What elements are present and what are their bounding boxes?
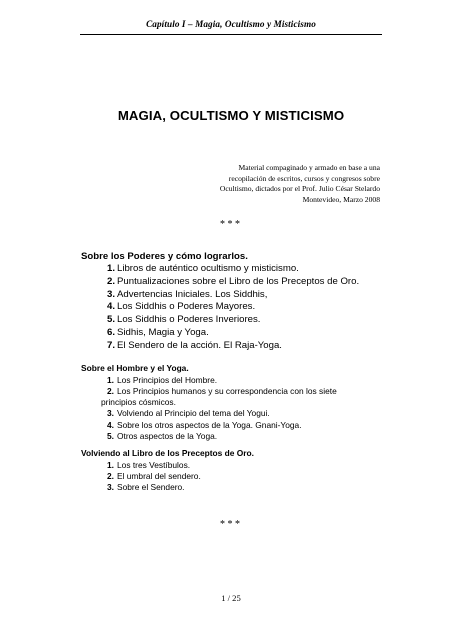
list-item	[81, 276, 401, 289]
list-item	[81, 301, 401, 314]
item-text: Otros aspectos de la Yoga.	[117, 430, 218, 441]
list-item	[81, 327, 401, 340]
credits-line: recopilación de escritos, cursos y congresos sobre	[228, 173, 380, 183]
item-number: 4.	[107, 419, 114, 430]
list-item	[81, 408, 401, 419]
list-item	[81, 314, 401, 327]
item-number: 2.	[107, 385, 114, 396]
item-text: Advertencias Iniciales. Los Siddhis,	[117, 288, 268, 300]
item-number: 4.	[107, 301, 116, 313]
section-poderes	[81, 250, 401, 353]
item-text: El Sendero de la acción. El Raja-Yoga.	[117, 339, 282, 351]
section-title: Sobre los Poderes y cómo lograrlos.	[81, 251, 248, 262]
credits-line: Ocultismo, dictados por el Prof. Julio César Stelardo	[219, 184, 380, 194]
section-items	[81, 460, 401, 494]
item-text: Sidhis, Magia y Yoga.	[117, 326, 209, 338]
separator-stars: * * *	[220, 219, 240, 230]
list-item	[81, 460, 401, 471]
item-number: 1.	[107, 459, 114, 470]
item-number: 6.	[107, 326, 116, 338]
list-item	[81, 431, 401, 442]
list-item	[81, 340, 401, 353]
list-item-continuation	[81, 397, 401, 408]
item-text: Los Principios humanos y su correspondencia con los siete	[117, 385, 337, 396]
item-text: principios cósmicos.	[101, 397, 176, 408]
document-title: MAGIA, OCULTISMO Y MISTICISMO	[117, 108, 345, 123]
section-title: Sobre el Hombre y el Yoga.	[81, 363, 189, 373]
item-number: 2.	[107, 470, 114, 481]
running-header: Capítulo I – Magia, Ocultismo y Misticismo	[146, 19, 316, 29]
item-number: 1.	[107, 374, 114, 385]
item-number: 2.	[107, 275, 116, 287]
section-items	[81, 263, 401, 353]
header-rule	[80, 34, 382, 35]
list-item	[81, 420, 401, 431]
item-text: Libros de auténtico ocultismo y misticismo.	[117, 263, 299, 274]
item-number: 3.	[107, 482, 114, 493]
item-text: Volviendo al Principio del tema del Yogui.	[117, 408, 270, 419]
list-item	[81, 482, 401, 493]
list-item	[81, 386, 401, 397]
list-item	[81, 375, 401, 386]
item-text: Sobre los otros aspectos de la Yoga. Gnani-Yoga.	[117, 419, 302, 430]
credits-line: Material compaginado y armado en base a una	[238, 163, 380, 172]
item-number: 5.	[107, 314, 116, 326]
list-item	[81, 263, 401, 276]
credits-block	[180, 163, 380, 205]
item-text: Los Principios del Hombre.	[117, 374, 218, 385]
item-text: Los tres Vestíbulos.	[117, 459, 191, 470]
list-item	[81, 471, 401, 482]
item-text: Sobre el Sendero.	[117, 482, 185, 493]
item-text: Los Siddhis o Poderes Mayores.	[117, 301, 256, 313]
item-text: Los Siddhis o Poderes Inveriores.	[117, 314, 261, 326]
section-hombre-yoga	[81, 363, 401, 442]
item-number: 5.	[107, 430, 114, 441]
section-title: Volviendo al Libro de los Preceptos de Oro.	[81, 448, 254, 458]
item-text: Puntualizaciones sobre el Libro de los Preceptos de Oro.	[117, 275, 360, 287]
section-items	[81, 375, 401, 443]
separator-stars: * * *	[220, 519, 240, 530]
item-number: 7.	[107, 339, 116, 351]
item-number: 3.	[107, 288, 116, 300]
list-item	[81, 289, 401, 302]
item-number: 1.	[107, 263, 116, 274]
section-preceptos-oro	[81, 448, 401, 493]
credits-date-line: Montevideo, Marzo 2008	[302, 194, 380, 204]
item-number: 3.	[107, 408, 114, 419]
page-number: 1 / 25	[221, 593, 241, 603]
item-text: El umbral del sendero.	[117, 470, 201, 481]
